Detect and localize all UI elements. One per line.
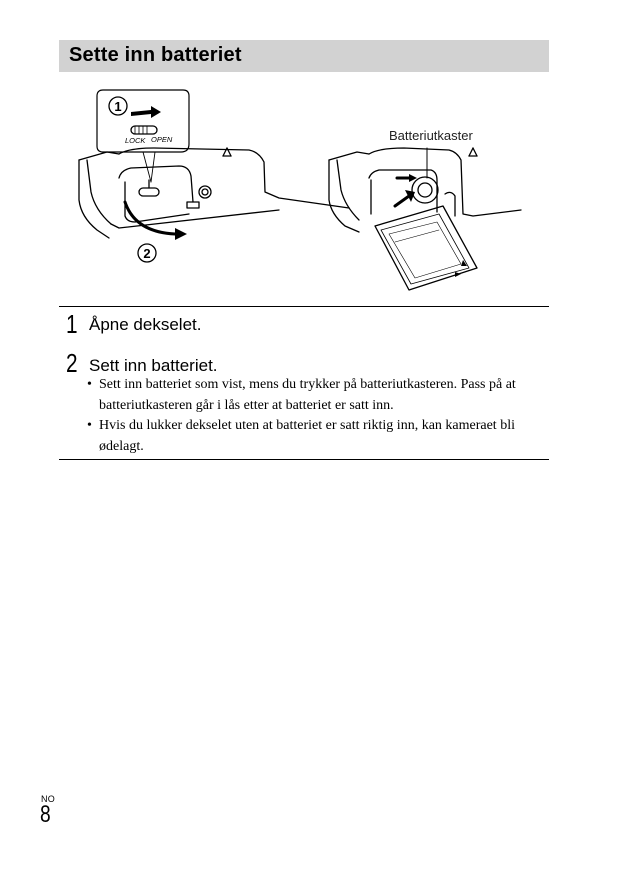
note-text-2: Hvis du lukker dekselet uten at batteriet er satt riktig inn, kan kameraet bli ødelagt. (99, 418, 515, 454)
note-text-1: Sett inn batteriet som vist, mens du trykker på batteriutkasteren. Pass på at batteriutkasteren går i lås etter at batteriet er satt inn. (99, 377, 516, 413)
camera-body-left (79, 148, 349, 238)
language-code: NO (41, 794, 56, 804)
divider-bottom (59, 459, 549, 460)
page-number: 8 (40, 801, 51, 828)
step-1-text: Åpne dekselet. (89, 315, 202, 334)
open-arrow-head (175, 228, 187, 240)
step-2-number: 2 (66, 348, 78, 378)
open-direction-arrow (125, 202, 175, 234)
insert-arrow (395, 196, 409, 206)
slide-arrow (131, 106, 161, 118)
notes-list (86, 375, 548, 457)
lock-label: LOCK (125, 136, 146, 145)
note-item: • Hvis du lukker dekselet uten at batteriet er satt riktig inn, kan kameraet bli ødelagt. (87, 418, 515, 454)
note-item: • Sett inn batteriet som vist, mens du trykker på batteriutkasteren. Pass på at batteriutkasteren går i lås etter at batteriet er satt inn. (87, 377, 516, 413)
battery (375, 206, 477, 290)
step-1-number: 1 (66, 309, 78, 339)
section-header (59, 40, 549, 72)
illustration-svg (59, 82, 549, 300)
battery-insertion-illustration (59, 82, 549, 300)
step-circle-1-text: 1 (114, 99, 122, 114)
lock-switch-detail (139, 180, 159, 196)
camera-body-right (329, 148, 521, 232)
section-title: Sette inn batteriet (69, 44, 242, 66)
divider-top (59, 306, 549, 307)
step-circle-2-text: 2 (143, 246, 151, 261)
open-label: OPEN (151, 135, 173, 144)
step-2-text: Sett inn batteriet. (89, 356, 218, 375)
ejector-label: Batteriutkaster (389, 128, 473, 143)
